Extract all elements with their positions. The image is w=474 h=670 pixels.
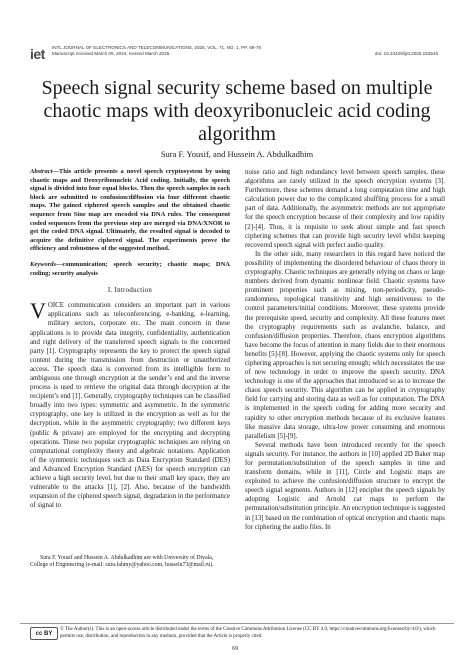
author-footnote: Sura F. Yousif and Hussein A. Abdulkadhim are with University of Diyala, College of Engineering (e-mail: sura.fahmy@yahoo.com, hussein73@mail.ru). — [30, 555, 214, 569]
manuscript-dates: Manuscript received March 05, 2024; revised March 2025. — [52, 51, 171, 56]
keywords-text: —communication; speech security; chaotic maps; DNA coding; security analysis — [30, 260, 230, 277]
section-heading-introduction: I. Introduction — [107, 287, 153, 295]
left-column — [30, 168, 230, 510]
license-text: © The Author(s). This is an open-access article distributed under the terms of the Creative Commons Attribution License (CC BY 4.0, https://creativecommons.org/licenses/by/4.0/), which permits use, distribution, and reproduction in any medium, provided that the Article is properly cited. — [60, 627, 436, 639]
right-column — [245, 168, 445, 532]
paper-authors: Sura F. Yousif, and Hussein A. Abdulkadhim — [160, 149, 314, 159]
manuscript-info — [52, 51, 438, 56]
abstract-text: —This article presents a novel speech cryptosystem by using chaotic maps and Deoxyribonucleic Acid coding. Initially, the speech signal is divided into four equal blocks. Then the speech samples in each block are submitted to confusion/diffusion via four different chaotic maps. The gained ciphered speech samples and the obtained chaotic sequence from Sine map are encoded via DNA rules. The consequent coded sequences from the previous step are merged via DNA/XNOR to get the coded DNA signal. Ultimately, the resulted signal is decoded to acquire the definitive ciphered signal. The experiments prove the efficiency and robustness of the suggested method. — [30, 168, 230, 253]
intro-paragraph-1 — [30, 298, 230, 510]
keywords-label: Keywords — [30, 260, 56, 268]
abstract-label: Abstract — [30, 168, 53, 175]
right-paragraph-2: In the other side, many researchers in this regard have noticed the possibility of implementing the disordered behaviour of chaos theory in cryptography. Chaotic techniques are generally relying on chaos or large numbers derived from dynamic nonlinear field. Chaotic systems have prominent properties such as mixing, non-periodicity, pseudo-randomness, topological transitivity and high sensitiveness to the control parameters/initial conditions. Moreover, these systems provide the prerequisite speed, security and complexity. All these features meet the cryptography requirements such as avalanche, balance, and confusion/diffusion properties. Therefore, chaos encryption algorithms have become the focus of attention in many fields due to their enormous benefits [5]-[8]. However, applying the chaotic systems only for speech ciphering approaches is not securing enough; which necessitates the use of new technology in order to improve the speech security. DNA technology is one of the approaches that introduced so as to increase the chaos speech security. This algorithm can be applied in cryptography field for carrying and storing data as well as for computation. The DNA is implemented in the speech coding for adding more security and rapidity to other encryption methods because of its exclusive features like massive data storage, ultra-low power consuming and enormous parallelism [5]-[9]. — [245, 250, 445, 440]
page-number: 69 — [232, 646, 238, 652]
paper-title: Speech signal security scheme based on multiple chaotic maps with deoxyribonucleic acid coding algorithm — [41, 77, 433, 145]
keywords — [30, 261, 230, 278]
footer-divider — [20, 623, 454, 624]
doi[interactable]: doi: 10.24425/ijet.2025.153546 — [374, 51, 438, 56]
abstract — [30, 168, 230, 254]
journal-header: INTL JOURNAL OF ELECTRONICS AND TELECOMMUNICATIONS, 2025, VOL. 71, NO. 1, PP. 69-78 — [52, 45, 261, 50]
journal-logo: iet — [30, 46, 45, 62]
right-paragraph-1: noise ratio and high redundancy level between speech samples, these algorithms are rarely utilized in the speech encryption systems [3]. Furthermore, these schemes demand a long computation time and high calculation power due to the complicated shuffling process for a small part of data. Additionally, the asymmetric methods are not appropriate for the speech encryption because of their complexity and low rapidity [2]-[4]. Thus, it is requisite to seek about simple and fast speech ciphering schemes that can provide high security level whilst keeping recovered speech signal with perfect audio quality. — [245, 169, 445, 249]
cc-by-license-icon[interactable]: cc BY — [30, 627, 58, 640]
drop-cap: V — [30, 298, 46, 324]
intro-paragraph-1-text: OICE communication considers an important part in various applications such as teleconferencing, e-banking, e-learning, military sectors, corporate etc. The main concern in these applications is to provide data integrity, confidentiality, authentication and right delivery of the transferred speech signals to the concerned party [1]. Cryptography represents the key to protect the speech signal content during the transmission from destruction or unauthorized access. The speech data is converted from its intelligible form to ambiguous one through encryption at the sender’s end and the inverse process is used to retrieve the original data through decryption at the recipient’s end [1]. Generally, cryptography techniques can be classified broadly into two types: symmetric and asymmetric. In the symmetric cryptography, one key is utilized in the encryption as well as for the decryption, while in the asymmetric cryptography; two different keys (public & private) are employed for the encrypting and decrypting operations. These two popular cryptographic techniques are relying on computational complexity theory and algebraic notations. Application of the symmetric techniques such as Data Encryption Standard (DES) and Advanced Encryption Standard (AES) for speech encryption can achieve a high security level, but due to their small key space, they are vulnerable to the attacks [1], [2]. Also, because of the bandwidth expansion of the ciphered speech signal, degradation in the performance of signal to — [30, 302, 230, 510]
right-paragraph-3: Several methods have been introduced recently for the speech signals security. For instance, the authors in [10] applied 2D Baker map for permutation/substitution of the speech samples in time and transform domains, while in [11], Circle and Logistic maps are exploited to achieve the confusion/diffusion structure to encrypt the speech signal segments. Authors in [12] encipher the speech signals by adopting Logistic and Arnold cat maps to perform the permutation/substitution principle. An encryption technique is suggested in [13] based on the combination of optical encryption and chaotic maps for ciphering the audio files. In — [245, 441, 445, 531]
